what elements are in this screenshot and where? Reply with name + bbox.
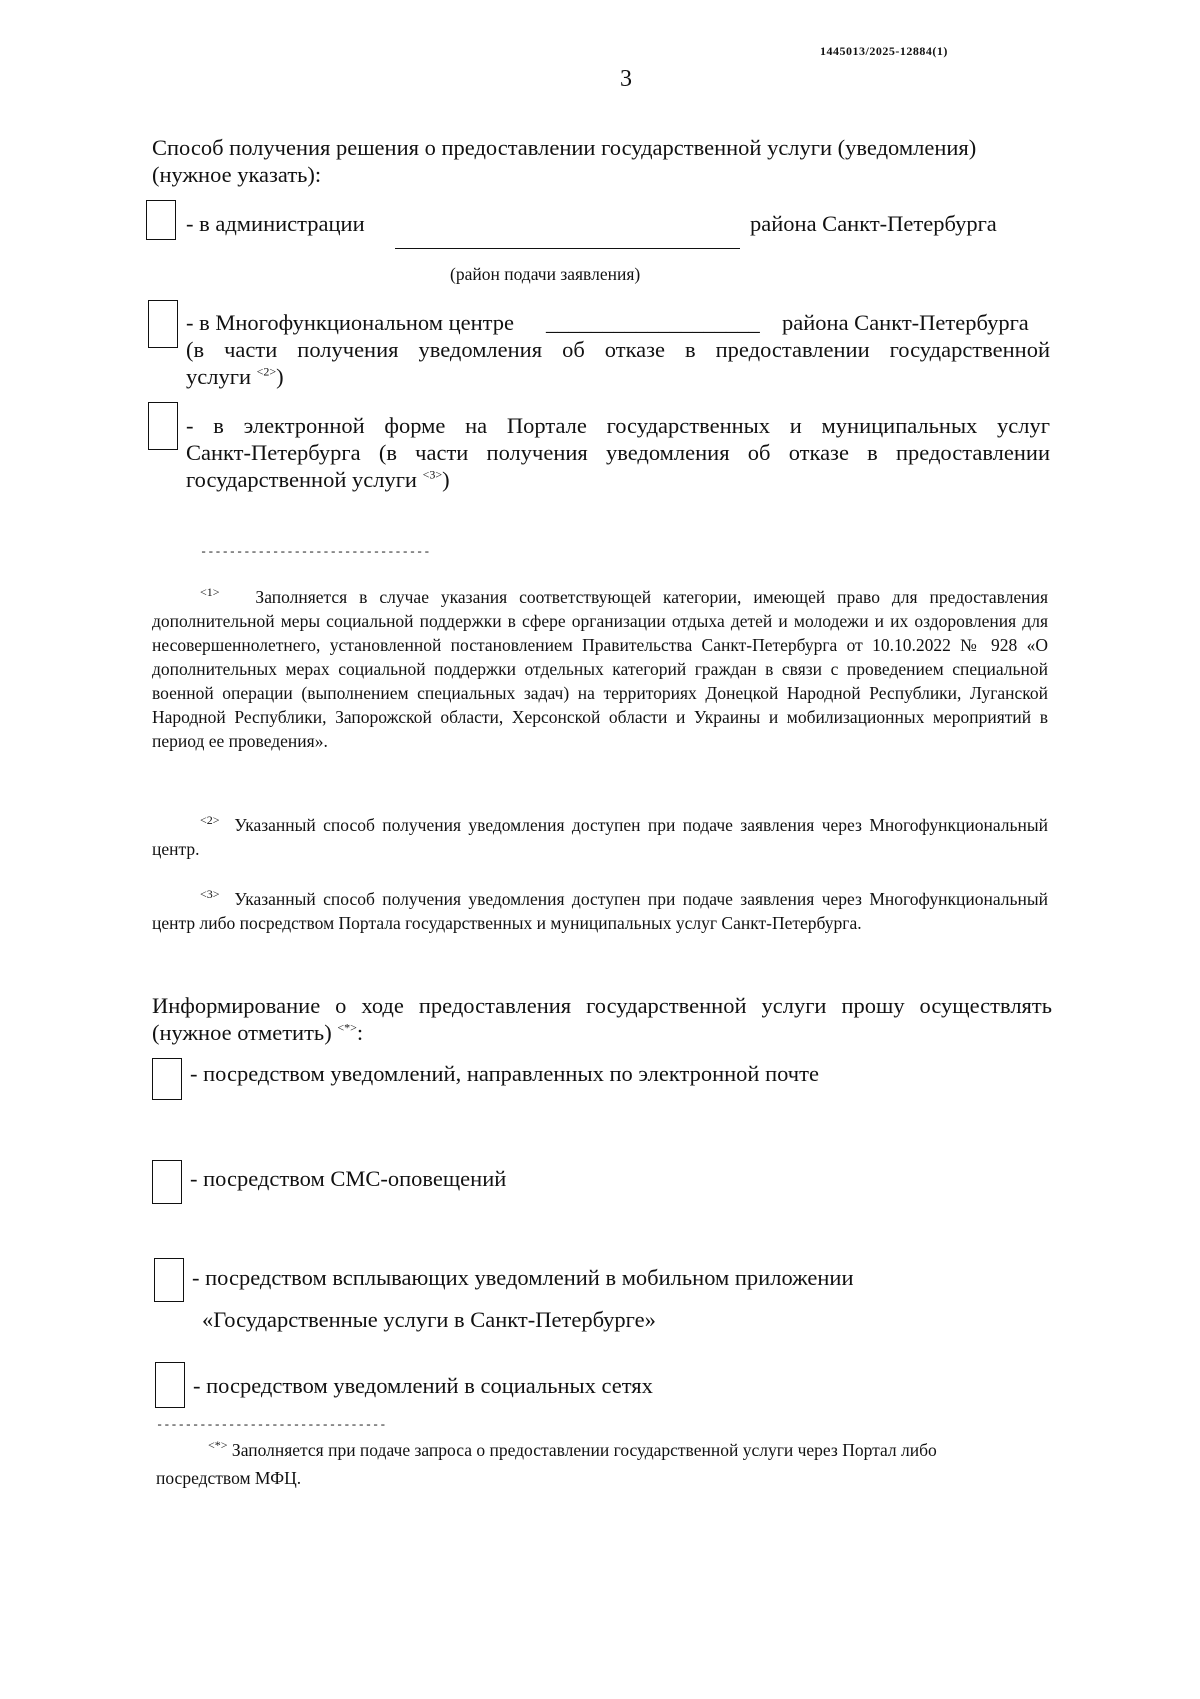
footnote-2-text: Указанный способ получения уведомления доступен при подаче заявления через Многофункциональный центр. bbox=[152, 815, 1049, 859]
mfc-option: - в Многофункциональном центре ___________________ района Санкт-Петербурга (в части получения уведомления об отказе в предоставлении государственной услуги $^{<2>}$) bbox=[186, 310, 1050, 389]
portal-option-line1: - в электронной форме на Портале государственных и муниципальных услуг bbox=[186, 413, 1050, 438]
email-checkbox[interactable] bbox=[152, 1058, 182, 1100]
admin-option-prefix: - в администрации bbox=[186, 211, 365, 236]
footnote-1-ref: <1> bbox=[200, 585, 220, 600]
mfc-checkbox[interactable] bbox=[148, 300, 178, 348]
mfc-option-suffix: района Санкт-Петербурга bbox=[782, 310, 1029, 335]
mfc-option-line2: (в части получения уведомления об отказе в предоставлении государственной bbox=[186, 337, 1050, 362]
portal-checkbox[interactable] bbox=[148, 402, 178, 450]
admin-option-suffix: района Санкт-Петербурга bbox=[750, 211, 997, 236]
receipt-title-line1: Способ получения решения о предоставлении государственной услуги (уведомления) bbox=[152, 135, 977, 160]
email-option: - посредством уведомлений, направленных по электронной почте bbox=[190, 1061, 819, 1086]
admin-district-field[interactable] bbox=[395, 248, 740, 249]
footnote-separator: -------------------------------- bbox=[200, 545, 431, 559]
footnote-3 bbox=[152, 887, 1048, 935]
footnote-star bbox=[208, 1438, 1068, 1462]
portal-footnote-ref: <3> bbox=[422, 467, 443, 482]
push-checkbox[interactable] bbox=[154, 1258, 184, 1302]
mfc-district-field[interactable]: ___________________ bbox=[546, 310, 760, 335]
footnote-1 bbox=[152, 585, 1048, 753]
footnote-1-text: Заполняется в случае указания соответствующей категории, имеющей право для предоставления дополнительной меры социальной поддержки в сфере организации отдыха детей и молодежи и их оздоровления для несовершеннолетнего, установленной постановлением Правительства Санкт-Петербурга от 10.10.2022 № 928 «О дополнительных мерах социальной поддержки отдельных категорий граждан в связи с проведением специальной военной операции (выполнением специальных задач) на территориях Донецкой Народной Республики, Луганской Народной Республики, Запорожской области, Херсонской области и Украины и мобилизационных мероприятий в период ее проведения». bbox=[152, 587, 1048, 751]
push-option-line2: «Государственные услуги в Санкт-Петербурге» bbox=[202, 1307, 656, 1332]
social-option: - посредством уведомлений в социальных сетях bbox=[193, 1373, 653, 1398]
sms-checkbox[interactable] bbox=[152, 1160, 182, 1204]
portal-option: - в электронной форме на Портале государственных и муниципальных услуг Санкт-Петербурга (в части получения уведомления об отказе в предоставлении государственной услуги $^{<3>}$) bbox=[186, 413, 1050, 492]
footnote-star-line2: посредством МФЦ. bbox=[156, 1468, 302, 1488]
receipt-title-line2: (нужное указать): bbox=[152, 162, 322, 187]
sms-option: - посредством СМС-оповещений bbox=[190, 1166, 507, 1191]
document-id: 1445013/2025-12884(1) bbox=[820, 44, 948, 58]
admin-checkbox[interactable] bbox=[146, 200, 176, 240]
footnote-3-text: Указанный способ получения уведомления доступен при подаче заявления через Многофункциональный центр либо посредством Портала государственных и муниципальных услуг Санкт-Петербурга. bbox=[152, 889, 1049, 933]
inform-title-line1: Информирование о ходе предоставления государственной услуги прошу осуществлять bbox=[152, 993, 1052, 1018]
push-option-line1: - посредством всплывающих уведомлений в мобильном приложении bbox=[192, 1265, 854, 1290]
mfc-footnote-ref: <2> bbox=[256, 364, 277, 379]
mfc-option-line3: услуги bbox=[186, 364, 251, 389]
admin-district-caption: (район подачи заявления) bbox=[450, 264, 641, 284]
inform-footnote-ref: <*> bbox=[337, 1020, 357, 1035]
receipt-section-title bbox=[152, 134, 1052, 188]
social-checkbox[interactable] bbox=[155, 1362, 185, 1408]
footnote-2-ref: <2> bbox=[200, 813, 220, 828]
mfc-option-prefix: - в Многофункциональном центре bbox=[186, 310, 515, 335]
footnote-separator-2: -------------------------------- bbox=[156, 1418, 387, 1432]
inform-section-title: Информирование о ходе предоставления государственной услуги прошу осуществлять (нужное отметить) <*>: bbox=[152, 993, 1052, 1045]
footnote-star-line1: Заполняется при подаче запроса о предоставлении государственной услуги через Портал либо bbox=[231, 1440, 937, 1460]
footnote-3-ref: <3> bbox=[200, 887, 220, 902]
inform-title-line2: (нужное отметить) bbox=[152, 1020, 332, 1045]
page-number: 3 bbox=[620, 66, 632, 92]
portal-option-line2: Санкт-Петербурга (в части получения уведомления об отказе в предоставлении bbox=[186, 440, 1050, 465]
footnote-2 bbox=[152, 813, 1048, 861]
footnote-star-ref: <*> bbox=[208, 1438, 228, 1453]
portal-option-line3: государственной услуги bbox=[186, 467, 417, 492]
